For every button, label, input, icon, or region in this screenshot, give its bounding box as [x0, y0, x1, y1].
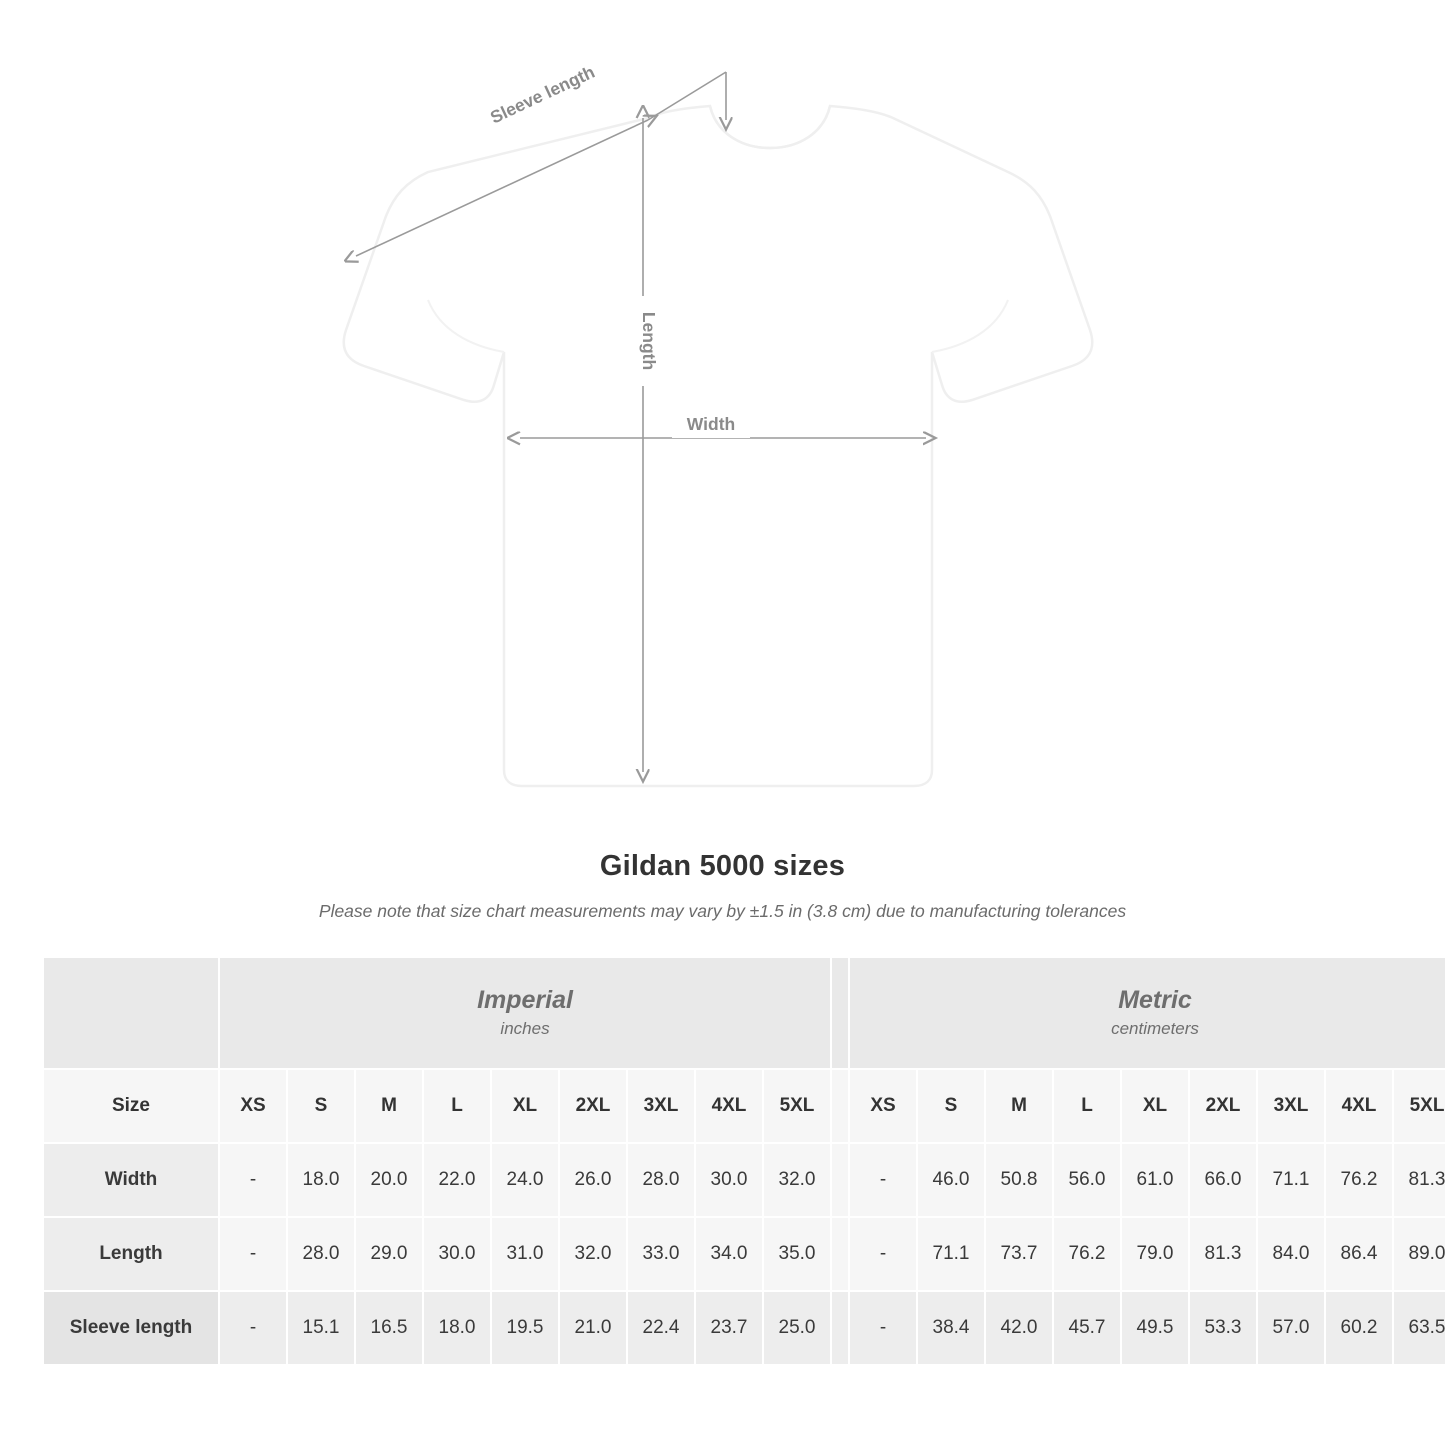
- row-label-length: Length: [43, 1217, 219, 1291]
- col-header-imperial-l: L: [423, 1069, 491, 1143]
- cell-sleeve-imperial-xs: -: [219, 1291, 287, 1365]
- col-header-metric-xs: XS: [849, 1069, 917, 1143]
- col-header-imperial-2xl: 2XL: [559, 1069, 627, 1143]
- col-header-metric-l: L: [1053, 1069, 1121, 1143]
- cell-width-metric-xl: 61.0: [1121, 1143, 1189, 1217]
- cell-width-imperial-3xl: 28.0: [627, 1143, 695, 1217]
- cell-sleeve-metric-l: 45.7: [1053, 1291, 1121, 1365]
- cell-length-imperial-2xl: 32.0: [559, 1217, 627, 1291]
- unit-header-gap: [831, 957, 849, 1069]
- cell-sleeve-metric-m: 42.0: [985, 1291, 1053, 1365]
- cell-width-imperial-xl: 24.0: [491, 1143, 559, 1217]
- length-label: Length: [639, 311, 659, 371]
- cell-length-imperial-l: 30.0: [423, 1217, 491, 1291]
- cell-width-imperial-l: 22.0: [423, 1143, 491, 1217]
- cell-sleeve-imperial-5xl: 25.0: [763, 1291, 831, 1365]
- table-row: [43, 1143, 1445, 1217]
- col-header-metric-s: S: [917, 1069, 985, 1143]
- unit-header-spacer: [43, 957, 219, 1069]
- cell-width-imperial-4xl: 30.0: [695, 1143, 763, 1217]
- cell-width-metric-l: 56.0: [1053, 1143, 1121, 1217]
- cell-length-metric-l: 76.2: [1053, 1217, 1121, 1291]
- header-spacer-cell: [831, 1069, 849, 1143]
- size-header-label: Size: [43, 1069, 219, 1143]
- col-header-metric-4xl: 4XL: [1325, 1069, 1393, 1143]
- cell-length-imperial-m: 29.0: [355, 1217, 423, 1291]
- size-table: [42, 956, 1445, 1366]
- cell-length-imperial-xs: -: [219, 1217, 287, 1291]
- cell-sleeve-metric-3xl: 57.0: [1257, 1291, 1325, 1365]
- size-header-row: [43, 1069, 1445, 1143]
- cell-length-metric-4xl: 86.4: [1325, 1217, 1393, 1291]
- col-header-metric-2xl: 2XL: [1189, 1069, 1257, 1143]
- col-header-imperial-5xl: 5XL: [763, 1069, 831, 1143]
- cell-sleeve-metric-2xl: 53.3: [1189, 1291, 1257, 1365]
- row-spacer-cell: [831, 1291, 849, 1365]
- cell-width-metric-4xl: 76.2: [1325, 1143, 1393, 1217]
- col-header-metric-3xl: 3XL: [1257, 1069, 1325, 1143]
- cell-length-metric-xl: 79.0: [1121, 1217, 1189, 1291]
- unit-header-metric: [849, 957, 1445, 1069]
- cell-length-metric-xs: -: [849, 1217, 917, 1291]
- cell-sleeve-imperial-2xl: 21.0: [559, 1291, 627, 1365]
- tshirt-shape: [344, 106, 1093, 786]
- unit-header-row: [43, 957, 1445, 1069]
- cell-sleeve-metric-4xl: 60.2: [1325, 1291, 1393, 1365]
- col-header-imperial-3xl: 3XL: [627, 1069, 695, 1143]
- cell-sleeve-metric-xs: -: [849, 1291, 917, 1365]
- cell-sleeve-imperial-3xl: 22.4: [627, 1291, 695, 1365]
- page-title: Gildan 5000 sizes: [599, 850, 846, 882]
- cell-sleeve-metric-s: 38.4: [917, 1291, 985, 1365]
- cell-width-imperial-s: 18.0: [287, 1143, 355, 1217]
- cell-length-imperial-5xl: 35.0: [763, 1217, 831, 1291]
- row-spacer-cell: [831, 1217, 849, 1291]
- cell-sleeve-imperial-4xl: 23.7: [695, 1291, 763, 1365]
- col-header-imperial-4xl: 4XL: [695, 1069, 763, 1143]
- cell-length-metric-s: 71.1: [917, 1217, 985, 1291]
- measurement-note: Please note that size chart measurements may vary by ±1.5 in (3.8 cm) due to manufacturing tolerances: [318, 901, 1127, 921]
- cell-sleeve-imperial-xl: 19.5: [491, 1291, 559, 1365]
- cell-width-metric-5xl: 81.3: [1393, 1143, 1445, 1217]
- col-header-imperial-m: M: [355, 1069, 423, 1143]
- unit-name-metric: Metric: [1118, 985, 1192, 1014]
- size-table-wrapper: [0, 956, 1445, 1366]
- col-header-metric-5xl: 5XL: [1393, 1069, 1445, 1143]
- unit-sub-metric: centimeters: [1111, 1018, 1199, 1038]
- cell-length-imperial-3xl: 33.0: [627, 1217, 695, 1291]
- width-label: Width: [686, 414, 736, 434]
- table-row: [43, 1291, 1445, 1365]
- cell-length-metric-2xl: 81.3: [1189, 1217, 1257, 1291]
- cell-length-metric-5xl: 89.0: [1393, 1217, 1445, 1291]
- row-label-sleeve-length: Sleeve length: [43, 1291, 219, 1365]
- cell-sleeve-imperial-s: 15.1: [287, 1291, 355, 1365]
- unit-name-imperial: Imperial: [477, 985, 573, 1014]
- col-header-metric-xl: XL: [1121, 1069, 1189, 1143]
- cell-length-imperial-4xl: 34.0: [695, 1217, 763, 1291]
- cell-sleeve-metric-5xl: 63.5: [1393, 1291, 1445, 1365]
- cell-length-imperial-s: 28.0: [287, 1217, 355, 1291]
- sleeve-length-label: Sleeve length: [487, 61, 598, 128]
- cell-sleeve-metric-xl: 49.5: [1121, 1291, 1189, 1365]
- cell-width-imperial-2xl: 26.0: [559, 1143, 627, 1217]
- cell-width-imperial-m: 20.0: [355, 1143, 423, 1217]
- cell-sleeve-imperial-l: 18.0: [423, 1291, 491, 1365]
- cell-width-metric-s: 46.0: [917, 1143, 985, 1217]
- table-row: [43, 1217, 1445, 1291]
- cell-length-metric-m: 73.7: [985, 1217, 1053, 1291]
- cell-width-imperial-5xl: 32.0: [763, 1143, 831, 1217]
- cell-width-metric-m: 50.8: [985, 1143, 1053, 1217]
- cell-sleeve-imperial-m: 16.5: [355, 1291, 423, 1365]
- row-spacer-cell: [831, 1143, 849, 1217]
- cell-width-imperial-xs: -: [219, 1143, 287, 1217]
- col-header-imperial-xl: XL: [491, 1069, 559, 1143]
- col-header-imperial-s: S: [287, 1069, 355, 1143]
- col-header-imperial-xs: XS: [219, 1069, 287, 1143]
- cell-length-imperial-xl: 31.0: [491, 1217, 559, 1291]
- cell-length-metric-3xl: 84.0: [1257, 1217, 1325, 1291]
- unit-sub-imperial: inches: [500, 1018, 550, 1038]
- cell-width-metric-xs: -: [849, 1143, 917, 1217]
- col-header-metric-m: M: [985, 1069, 1053, 1143]
- cell-width-metric-3xl: 71.1: [1257, 1143, 1325, 1217]
- unit-header-imperial: [219, 957, 831, 1069]
- cell-width-metric-2xl: 66.0: [1189, 1143, 1257, 1217]
- row-label-width: Width: [43, 1143, 219, 1217]
